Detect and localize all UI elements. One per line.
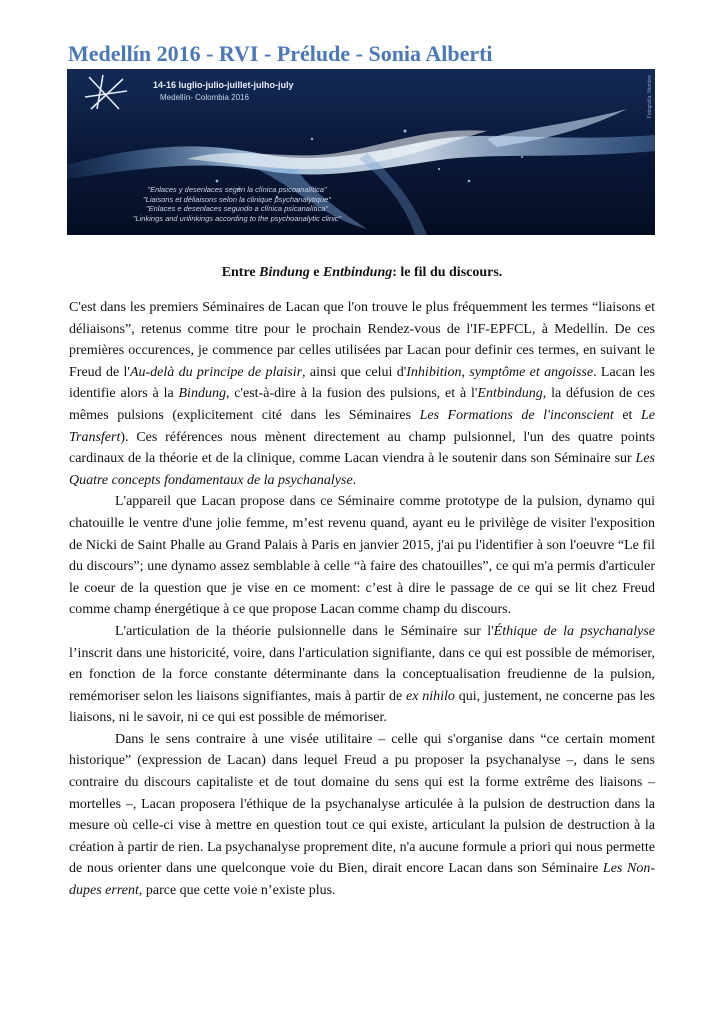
banner-subtitles bbox=[77, 185, 397, 223]
heading-term-bindung: Bindung bbox=[259, 265, 310, 280]
banner-subtitle-en: "Linkings and unlinkings according to the psychoanalytic clinic" bbox=[132, 213, 342, 223]
heading-term-entbindung: Entbindung bbox=[322, 265, 393, 280]
banner-subtitle-es: "Enlaces y desenlaces según la clínica psicoanalítica" bbox=[147, 185, 327, 194]
article-body bbox=[69, 297, 655, 902]
banner-subtitle-fr: "Liaisons et déliaisons selon la clinique psychanalytique" bbox=[143, 194, 331, 204]
paragraph-4: Dans le sens contraire à une visée utilitaire – celle qui s'organise dans “ce certain moment historique” (expression de Lacan) dans lequel Freud a pu proposer la psychanalyse –, dans le sens contraire du discours capitaliste et de tout domaine du sens qui est la forme extrême des liaisons – mortelles –, Lacan proposera l'éthique de la psychanalyse articulée à la pulsion de destruction dans la mesure où celle-ci vise à mettre en question tout ce qui existe, articulant la pulsion de destruction à la création à partir de rien. La psychanalyse proprement dite, n'a aucune formule a priori qui nous permette de nous orienter dans une quelconque voie du Bien, dirait encore Lacan dans son Séminaire Les Non-dupes errent, parce que cette voie n’existe plus. bbox=[69, 731, 655, 899]
paragraph-2: L'appareil que Lacan propose dans ce Séminaire comme prototype de la pulsion, dynamo qui chatouille le ventre d'une jolie femme, m’est revenu quand, ayant eu le privilège de visiter l'exposition de Nicki de Saint Phalle au Grand Palais à Paris en janvier 2015, j'ai pu l'identifier à son l'oeuvre “Le fil du discours”; une dynamo assez semblable à celle “à faire des chatouilles”, ce qui m'a permis d'articuler le coeur de la question que je vise en ce moment: c’est à dire le passage de ce qui se lit chez Freud comme champ énergétique à ce que propose Lacan comme champ du discours. bbox=[69, 494, 655, 618]
paragraph-1: C'est dans les premiers Séminaires de Lacan que l'on trouve le plus fréquemment les termes “liaisons et déliaisons”, retenus comme titre pour le prochain Rendez-vous de l'IF-EPFCL, à Medellín. De ces premières occurences, je commence par celles utilisées par Lacan pour definir ces termes, en suivant le Freud de l'Au-delà du principe de plaisir, ainsi que celui d'Inhibition, symptôme et angoisse. Lacan les identifie alors à la Bindung, c'est-à-dire à la fusion des pulsions, et à l'Entbindung, la défusion de ces mêmes pulsions (explicitement cité dans les Séminaires Les Formations de l'inconscient et Le Transfert). Ces références nous mènent directement au champ pulsionnel, l'un des quatre points cardinaux de la théorie et de la clinique, comme Lacan viendra à le soutenir dans son Séminaire sur Les Quatre concepts fondamentaux de la psychanalyse. bbox=[69, 300, 655, 488]
heading-text: Entre bbox=[221, 265, 260, 280]
banner-date: 14-16 luglio-julio-juillet-julho-july bbox=[153, 80, 294, 90]
heading-text: : le fil du discours. bbox=[392, 265, 503, 280]
banner-place: Medellín- Colombia 2016 bbox=[160, 93, 249, 102]
article-heading bbox=[0, 265, 724, 281]
event-banner bbox=[67, 69, 655, 235]
banner-subtitle-pt: "Enlaces e desenlaces segundo a clínica psicanalítica" bbox=[145, 204, 329, 213]
heading-text: e bbox=[309, 265, 323, 280]
banner-photo-credit: Fotografía: Nombre bbox=[647, 75, 653, 119]
page-title: Medellín 2016 - RVI - Prélude - Sonia Alberti bbox=[68, 41, 493, 66]
paragraph-3: L'articulation de la théorie pulsionnelle dans le Séminaire sur l'Éthique de la psychanalyse l’inscrit dans une historicité, voire, dans l'articulation signifiante, dans ce qui est possible de mémoriser, en fonction de la force constante déterminante dans la conceptualisation freudienne de la pulsion, remémoriser selon les liaisons signifiantes, mais à partir de ex nihilo qui, justement, ne concerne pas les liaisons, ni le savoir, ni ce qui est possible de mémoriser. bbox=[69, 623, 655, 726]
